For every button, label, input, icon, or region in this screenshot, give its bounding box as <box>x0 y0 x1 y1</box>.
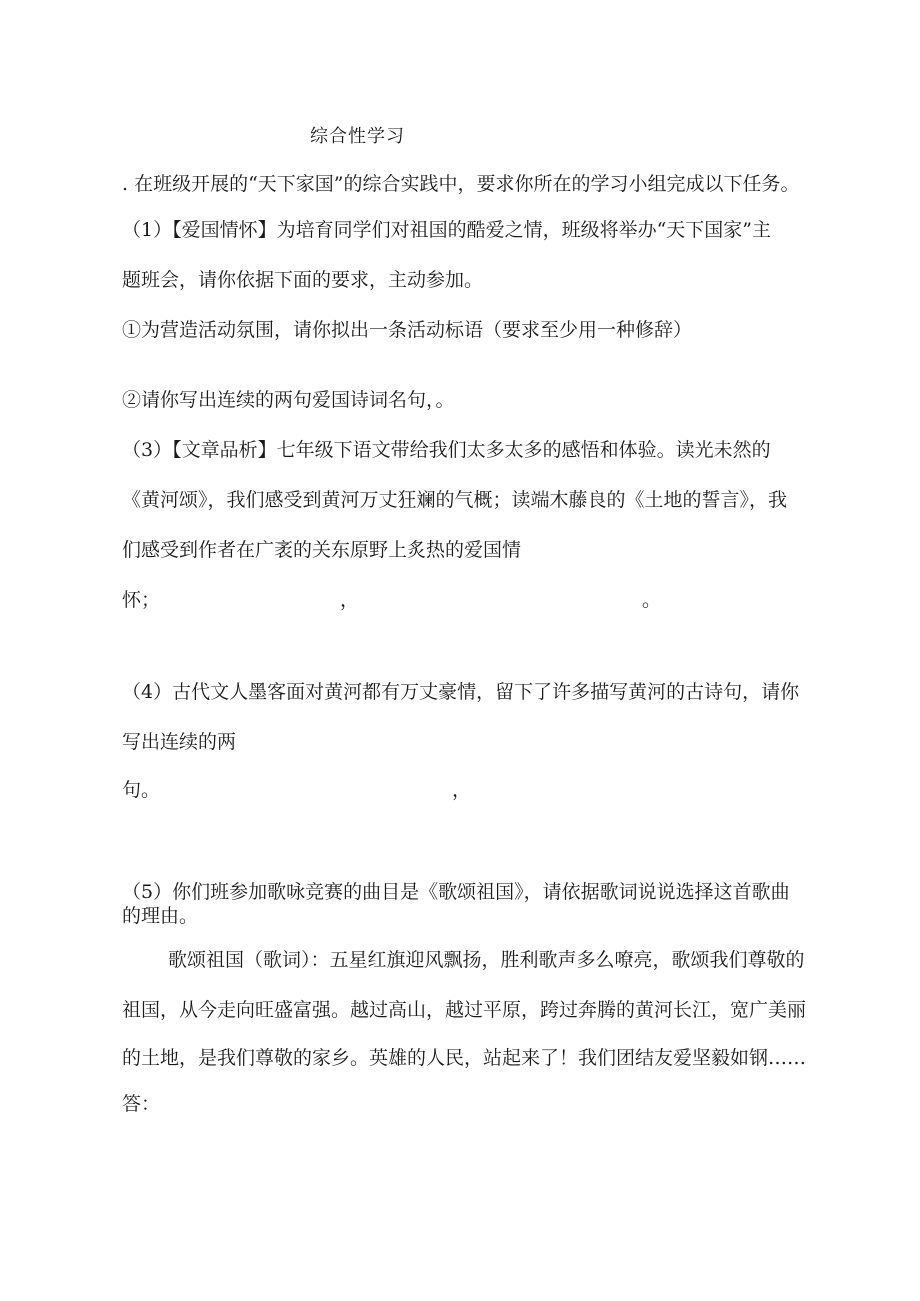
question-3-line-3: 们感受到作者在广袤的关东原野上炙热的爱国情 <box>122 539 522 561</box>
question-1-line-1: （1）【爱国情怀】为培育同学们对祖国的酷爱之情，班级将举办“天下国家”主 <box>122 219 772 241</box>
lyrics-line-1: 歌颂祖国（歌词）：五星红旗迎风飘扬，胜利歌声多么嘹亮，歌颂我们尊敬的 <box>168 949 805 971</box>
question-5-line-1: （5）你们班参加歌咏竞赛的曲目是《歌颂祖国》，请依据歌词说说选择这首歌曲 <box>122 881 790 903</box>
question-3-line-1: （3）【文章品析】七年级下语文带给我们太多太多的感悟和体验。读光未然的 <box>122 439 771 461</box>
intro-text: . 在班级开展的“天下家国”的综合实践中，要求你所在的学习小组完成以下任务。 <box>122 173 800 195</box>
question-3-blank-comma: ， <box>340 589 360 611</box>
question-1-line-2: 题班会，请你依据下面的要求，主动参加。 <box>122 269 484 291</box>
question-3-blank-end: 。 <box>642 589 662 611</box>
question-3-line-2: 《黄河颂》，我们感受到黄河万丈狂斓的气概；读端木藤良的《土地的誓言》，我 <box>122 489 788 511</box>
answer-label: 答： <box>122 1093 161 1115</box>
lyrics-line-3: 的土地，是我们尊敬的家乡。英雄的人民，站起来了！我们团结友爱坚毅如钢…… <box>122 1047 807 1069</box>
question-1-sub-1: ①为营造活动氛围，请你拟出一条活动标语（要求至少用一种修辞） <box>122 319 693 341</box>
question-4-line-2: 写出连续的两 <box>122 731 237 753</box>
question-4-line-1: （4）古代文人墨客面对黄河都有万丈豪情，留下了许多描写黄河的古诗句，请你 <box>122 681 800 703</box>
question-4-blank-comma: ， <box>452 779 472 801</box>
question-3-line-4-start: 怀； <box>122 589 161 611</box>
page-title: 综合性学习 <box>310 126 405 147</box>
question-5-line-2: 的理由。 <box>122 905 199 927</box>
lyrics-line-2: 祖国，从今走向旺盛富强。越过高山，越过平原，跨过奔腾的黄河长江，宽广美丽 <box>122 999 807 1021</box>
question-4-line-3-start: 句。 <box>122 779 161 801</box>
question-1-sub-2: ②请你写出连续的两句爱国诗词名句，。 <box>122 389 455 411</box>
